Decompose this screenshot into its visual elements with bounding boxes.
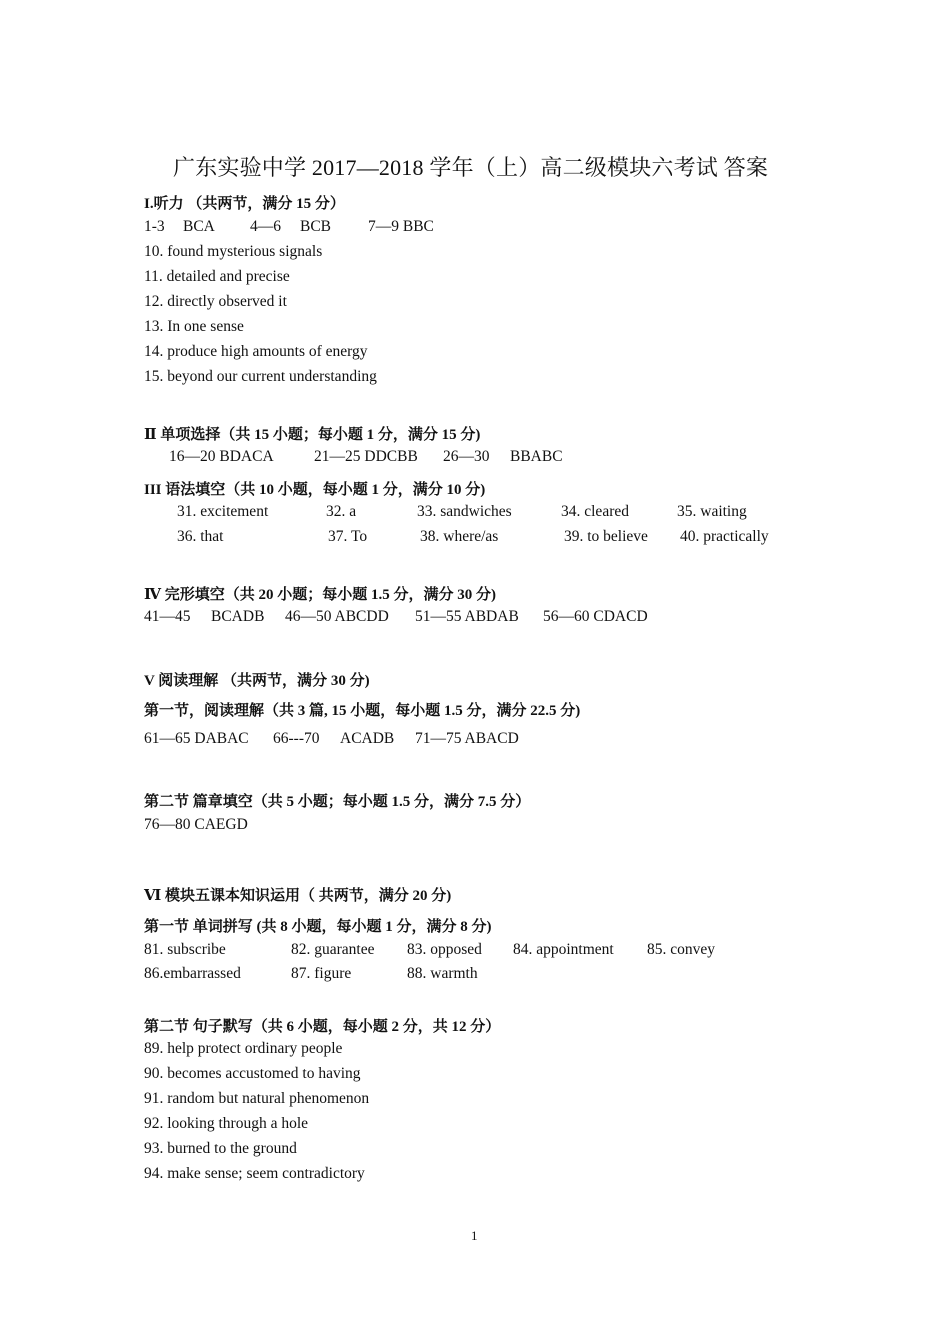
answer-83: 83. opposed bbox=[407, 941, 482, 958]
list-item: 93. burned to the ground bbox=[144, 1140, 297, 1157]
list-item: 13. In one sense bbox=[144, 318, 244, 335]
answer-85: 85. convey bbox=[647, 941, 716, 958]
section-3-heading: III 语法填空（共 10 小题，每小题 1 分，满分 10 分) bbox=[144, 482, 486, 498]
page-number: 1 bbox=[471, 1228, 478, 1243]
answer-32: 32. a bbox=[326, 503, 357, 520]
answer-76-80: 76—80 CAEGD bbox=[144, 816, 248, 833]
list-item: 94. make sense; seem contradictory bbox=[144, 1165, 365, 1182]
list-item: 14. produce high amounts of energy bbox=[144, 343, 368, 360]
list-item: 10. found mysterious signals bbox=[144, 243, 323, 260]
answer-56-60: 56—60 CDACD bbox=[543, 608, 648, 625]
section-5-part-2-heading: 第二节 篇章填空（共 5 小题；每小题 1.5 分，满分 7.5 分） bbox=[144, 794, 531, 810]
answer-66-70-value: ACADB bbox=[340, 730, 395, 747]
answer-41-45-value: BCADB bbox=[211, 608, 265, 625]
answer-71-75: 71—75 ABACD bbox=[415, 730, 519, 747]
section-4-heading: Ⅳ 完形填空（共 20 小题；每小题 1.5 分，满分 30 分) bbox=[144, 587, 497, 603]
answer-1-3-value: BCA bbox=[183, 218, 215, 235]
answer-38: 38. where/as bbox=[420, 528, 499, 545]
answer-31: 31. excitement bbox=[177, 503, 269, 520]
list-item: 89. help protect ordinary people bbox=[144, 1040, 343, 1057]
answer-51-55: 51—55 ABDAB bbox=[415, 608, 519, 625]
section-6-heading: Ⅵ 模块五课本知识运用（ 共两节，满分 20 分) bbox=[144, 888, 452, 904]
answer-61-65: 61—65 DABAC bbox=[144, 730, 249, 747]
answer-66-70-label: 66---70 bbox=[273, 730, 320, 747]
answer-82: 82. guarantee bbox=[291, 941, 375, 958]
answer-87: 87. figure bbox=[291, 965, 352, 982]
answer-40: 40. practically bbox=[680, 528, 769, 545]
answer-26-30-value: BBABC bbox=[510, 448, 563, 465]
answer-41-45-label: 41—45 bbox=[144, 608, 191, 625]
answer-1-3-label: 1-3 bbox=[144, 218, 165, 235]
answer-81: 81. subscribe bbox=[144, 941, 226, 958]
answer-86: 86.embarrassed bbox=[144, 965, 241, 982]
list-item: 90. becomes accustomed to having bbox=[144, 1065, 361, 1082]
answer-4-6-value: BCB bbox=[300, 218, 332, 235]
section-1-heading: I.听力 （共两节，满分 15 分） bbox=[144, 196, 345, 212]
answer-37: 37. To bbox=[328, 528, 368, 545]
page-title: 广东实验中学 2017—2018 学年（上）高二级模块六考试 答案 bbox=[173, 155, 769, 180]
answer-16-20: 16—20 BDACA bbox=[169, 448, 274, 465]
answer-21-25: 21—25 DDCBB bbox=[314, 448, 418, 465]
answer-36: 36. that bbox=[177, 528, 224, 545]
answer-39: 39. to believe bbox=[564, 528, 648, 545]
section-6-part-1-heading: 第一节 单词拼写 (共 8 小题，每小题 1 分，满分 8 分) bbox=[144, 919, 492, 935]
list-item: 11. detailed and precise bbox=[144, 268, 290, 285]
list-item: 91. random but natural phenomenon bbox=[144, 1090, 370, 1107]
answer-4-6-label: 4—6 bbox=[250, 218, 281, 235]
section-2-heading: Ⅱ 单项选择（共 15 小题；每小题 1 分，满分 15 分) bbox=[144, 427, 481, 443]
answer-88: 88. warmth bbox=[407, 965, 478, 982]
answer-34: 34. cleared bbox=[561, 503, 629, 520]
section-5-heading: V 阅读理解 （共两节，满分 30 分) bbox=[144, 673, 370, 689]
answer-7-9: 7—9 BBC bbox=[368, 218, 434, 235]
list-item: 15. beyond our current understanding bbox=[144, 368, 377, 385]
list-item: 92. looking through a hole bbox=[144, 1115, 309, 1132]
answer-33: 33. sandwiches bbox=[417, 503, 512, 520]
section-5-part-1-heading: 第一节，阅读理解（共 3 篇, 15 小题，每小题 1.5 分，满分 22.5 分) bbox=[144, 703, 581, 719]
answer-46-50: 46—50 ABCDD bbox=[285, 608, 389, 625]
list-item: 12. directly observed it bbox=[144, 293, 287, 310]
answer-35: 35. waiting bbox=[677, 503, 747, 520]
answer-84: 84. appointment bbox=[513, 941, 614, 958]
section-6-part-2-heading: 第二节 句子默写（共 6 小题，每小题 2 分，共 12 分） bbox=[144, 1019, 501, 1035]
answer-26-30-label: 26—30 bbox=[443, 448, 490, 465]
